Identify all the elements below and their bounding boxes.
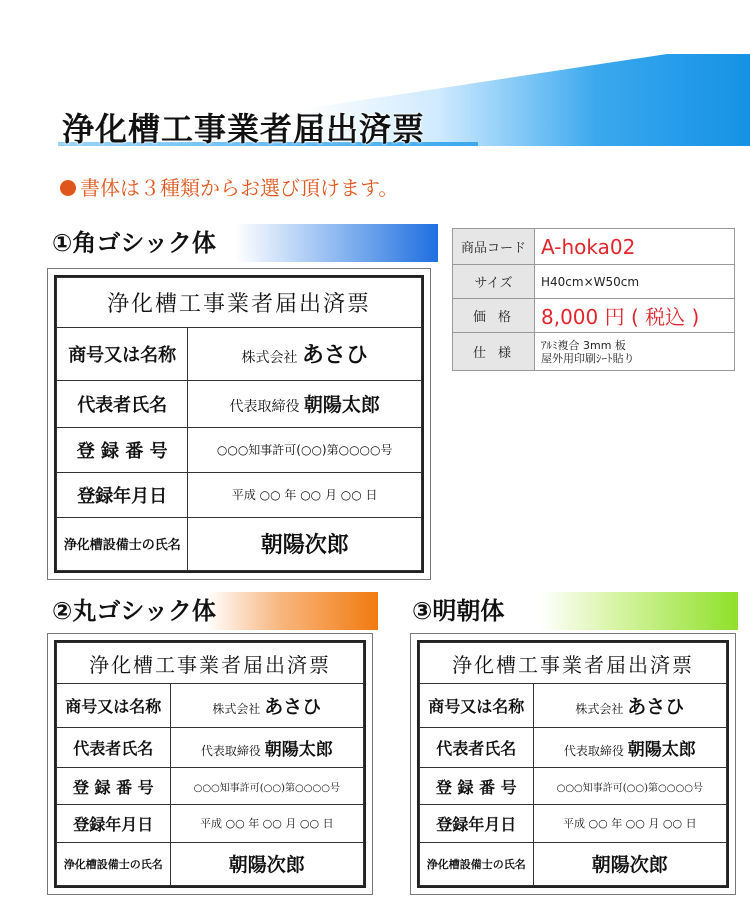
representative-title: 代表取締役 xyxy=(563,743,624,758)
company-name: あさひ xyxy=(627,696,685,719)
sample-plate-maru-gothic xyxy=(47,633,373,895)
plate-value-engineer: 朝陽次郎 xyxy=(170,842,363,885)
plate-value-engineer: 朝陽次郎 xyxy=(533,842,726,885)
plate-frame xyxy=(417,640,729,888)
spec-key-material: 仕様 xyxy=(453,333,535,371)
spec-value-code: A-hoka02 xyxy=(535,229,735,265)
plate-table xyxy=(419,642,727,886)
plate-value-representative xyxy=(170,727,363,767)
plate-label-representative: 代表者氏名 xyxy=(57,727,171,767)
plate-value-company xyxy=(533,684,726,727)
representative-name: 朝陽太郎 xyxy=(627,739,696,760)
page-title: 浄化槽工事業者届出済票 xyxy=(62,110,426,148)
company-type: 株式会社 xyxy=(212,702,261,717)
plate-label-engineer: 浄化槽設備士の氏名 xyxy=(57,517,188,570)
font-choice-note-text: 書体は３種類からお選び頂けます。 xyxy=(80,176,399,200)
plate-label-reg-number: 登 録 番 号 xyxy=(57,427,188,472)
plate-label-reg-number: 登 録 番 号 xyxy=(57,768,171,805)
spec-row-material xyxy=(453,333,735,371)
plate-label-company: 商号又は名称 xyxy=(420,684,534,727)
plate-label-engineer: 浄化槽設備士の氏名 xyxy=(57,842,171,885)
plate-table xyxy=(56,277,422,571)
spec-material-line2: 屋外用印刷ｼｰﾄ貼り xyxy=(541,351,635,365)
plate-value-reg-number: ○○○知事許可(○○)第○○○○号 xyxy=(533,768,726,805)
plate-label-reg-date: 登録年月日 xyxy=(57,805,171,842)
spec-value-price: 8,000 円 ( 税込 ) xyxy=(535,299,735,333)
plate-value-reg-date: 平成 ○○ 年 ○○ 月 ○○ 日 xyxy=(170,805,363,842)
representative-name: 朝陽太郎 xyxy=(264,739,333,760)
company-type: 株式会社 xyxy=(575,702,624,717)
company-type: 株式会社 xyxy=(241,350,298,367)
plate-label-reg-date: 登録年月日 xyxy=(57,472,188,517)
plate-value-reg-date: 平成 ○○ 年 ○○ 月 ○○ 日 xyxy=(533,805,726,842)
plate-label-engineer: 浄化槽設備士の氏名 xyxy=(420,842,534,885)
plate-title: 浄化槽工事業者届出済票 xyxy=(57,643,364,684)
section-heading-kaku-gothic: ①角ゴシック体 xyxy=(48,224,438,262)
sample-plate-kaku-gothic xyxy=(47,268,431,580)
plate-value-company xyxy=(188,327,422,380)
spec-key-code: 商品コード xyxy=(453,229,535,265)
spec-key-size: サイズ xyxy=(453,265,535,299)
plate-label-reg-number: 登 録 番 号 xyxy=(420,768,534,805)
plate-value-reg-number: ○○○知事許可(○○)第○○○○号 xyxy=(170,768,363,805)
bullet-dot-icon xyxy=(60,180,76,196)
plate-value-engineer: 朝陽次郎 xyxy=(188,517,422,570)
spec-row-code xyxy=(453,229,735,265)
plate-label-company: 商号又は名称 xyxy=(57,327,188,380)
product-spec-table xyxy=(452,228,735,371)
plate-frame xyxy=(54,275,424,573)
sample-plate-mincho xyxy=(410,633,736,895)
spec-key-price: 価格 xyxy=(453,299,535,333)
plate-value-representative xyxy=(533,727,726,767)
spec-value-material xyxy=(535,333,735,371)
representative-name: 朝陽太郎 xyxy=(303,394,380,417)
representative-title: 代表取締役 xyxy=(200,743,261,758)
plate-label-representative: 代表者氏名 xyxy=(420,727,534,767)
plate-title: 浄化槽工事業者届出済票 xyxy=(420,643,727,684)
font-choice-note xyxy=(60,172,398,201)
plate-label-reg-date: 登録年月日 xyxy=(420,805,534,842)
spec-row-price xyxy=(453,299,735,333)
plate-value-representative xyxy=(188,381,422,428)
plate-table xyxy=(56,642,364,886)
plate-value-reg-date: 平成 ○○ 年 ○○ 月 ○○ 日 xyxy=(188,472,422,517)
representative-title: 代表取締役 xyxy=(229,399,300,416)
plate-title: 浄化槽工事業者届出済票 xyxy=(57,278,422,328)
plate-value-company xyxy=(170,684,363,727)
spec-row-size xyxy=(453,265,735,299)
section-heading-maru-gothic: ②丸ゴシック体 xyxy=(48,592,378,630)
company-name: あさひ xyxy=(264,696,322,719)
section-heading-mincho: ③明朝体 xyxy=(408,592,738,630)
plate-label-company: 商号又は名称 xyxy=(57,684,171,727)
spec-value-size: H40cm×W50cm xyxy=(535,265,735,299)
plate-frame xyxy=(54,640,366,888)
plate-label-representative: 代表者氏名 xyxy=(57,381,188,428)
spec-material-line1: ｱﾙﾐ複合 3mm 板 xyxy=(541,338,626,352)
company-name: あさひ xyxy=(301,343,368,369)
plate-value-reg-number: ○○○知事許可(○○)第○○○○号 xyxy=(188,427,422,472)
